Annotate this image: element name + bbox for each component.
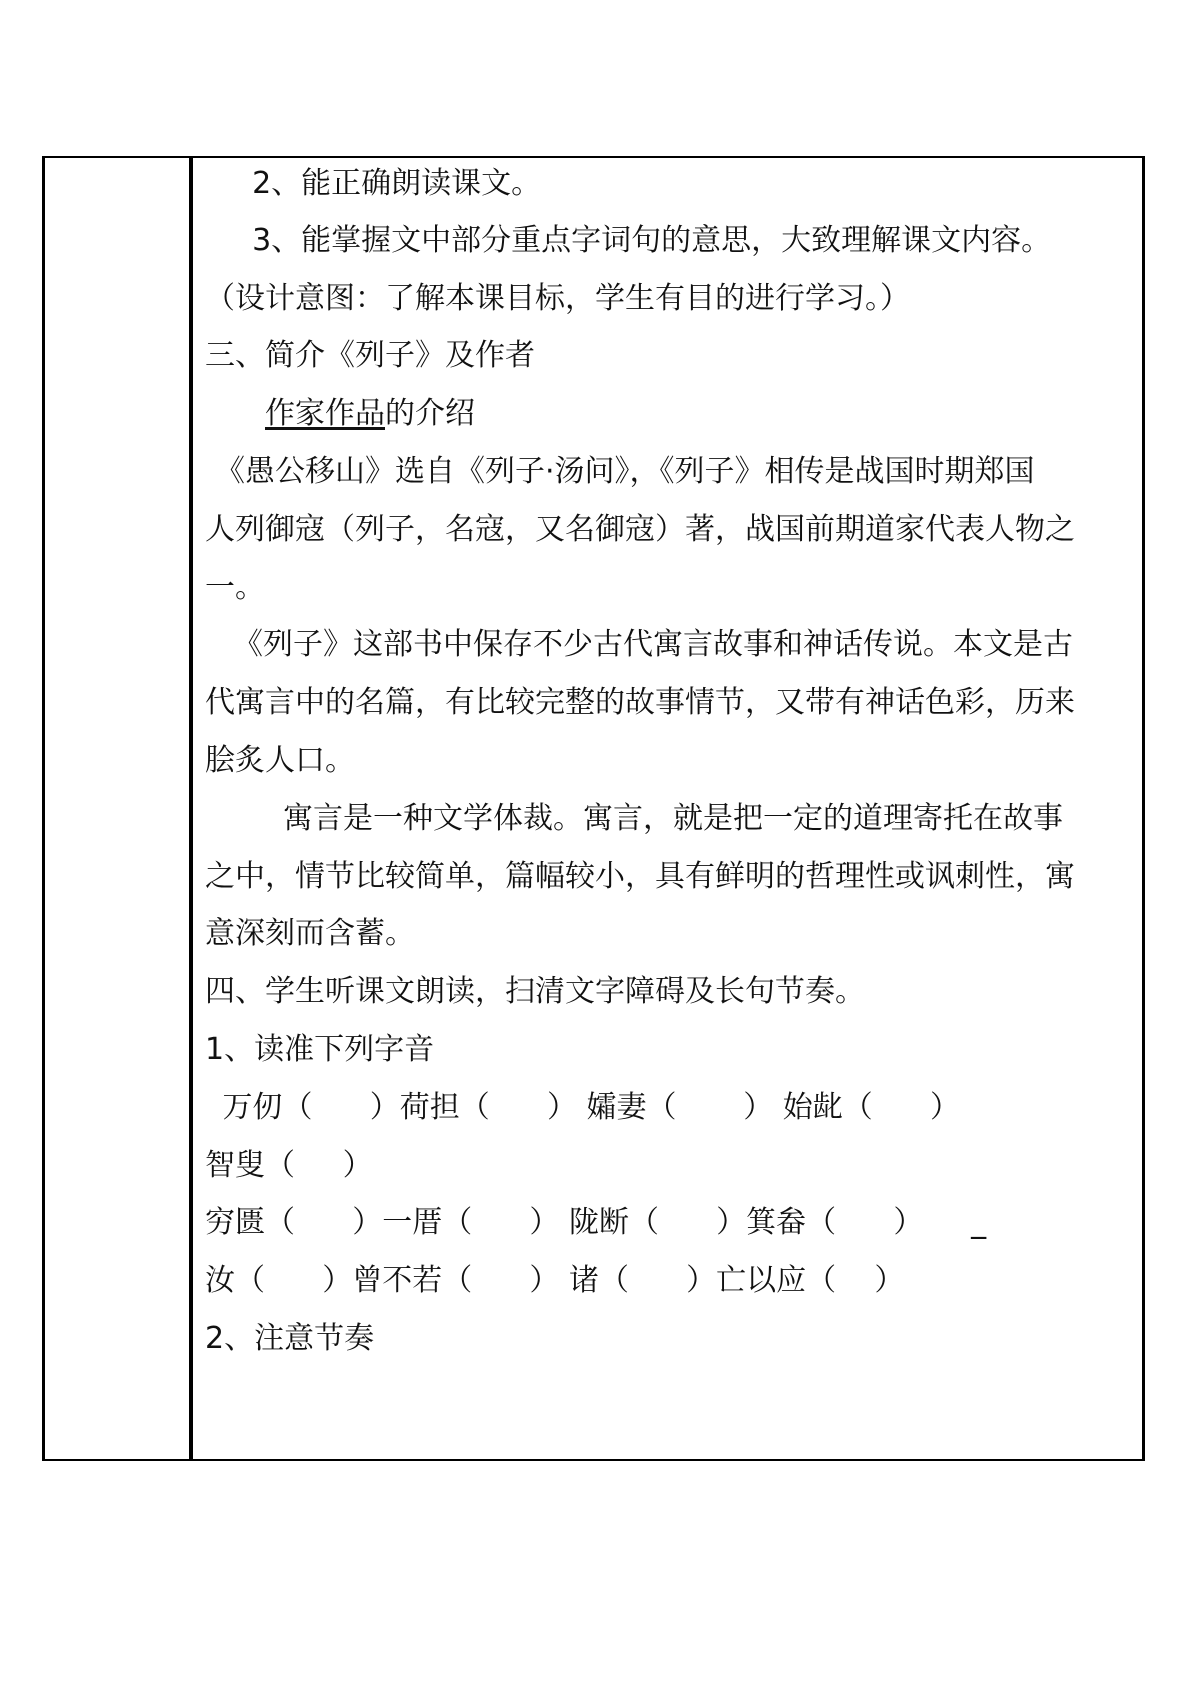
text-line: 1、读准下列字音 — [205, 1032, 435, 1067]
subheading — [265, 394, 475, 434]
subheading-rest: 的介绍 — [385, 396, 475, 431]
text-line: 2、能正确朗读课文。 — [233, 166, 542, 201]
text-line: 一。 — [205, 570, 265, 605]
text-line: 之中，情节比较简单，篇幅较小，具有鲜明的哲理性或讽刺性，寓 — [205, 859, 1075, 894]
text-line: 意深刻而含蓄。 — [205, 916, 415, 951]
content-cell — [197, 158, 1142, 1459]
text-line: 《愚公移山》选自《列子·汤问》，《列子》相传是战国时期郑国 — [215, 454, 1035, 489]
text-line: 脍炙人口。 — [205, 743, 355, 778]
text-line: 《列子》这部书中保存不少古代寓言故事和神话传说。本文是古 — [233, 627, 1073, 662]
section-heading: 四、学生听课文朗读，扫清文字障碍及长句节奏。 — [205, 974, 865, 1009]
section-heading: 三、简介《列子》及作者 — [205, 338, 535, 373]
text-line: 寓言是一种文学体裁。寓言，就是把一定的道理寄托在故事 — [283, 801, 1063, 836]
pinyin-blanks-line: 万仞（ ）荷担（ ） 孀妻（ ） 始龀（ ） — [213, 1090, 961, 1125]
text-line: 人列御寇（列子，名寇，又名御寇）著，战国前期道家代表人物之 — [205, 512, 1075, 547]
subheading-underlined: 作家作品 — [265, 396, 385, 431]
design-intent-line: （设计意图：了解本课目标，学生有目的进行学习。） — [205, 281, 910, 316]
pinyin-blanks-line: 汝（ ）曾不若（ ） 诸（ ）亡以应（ ） — [205, 1263, 905, 1298]
pinyin-blanks-line: 穷匮（ ）一厝（ ） 陇断（ ）箕畚（ ） _ — [205, 1205, 987, 1240]
lesson-table — [42, 156, 1145, 1461]
text-line: 代寓言中的名篇，有比较完整的故事情节，又带有神话色彩，历来 — [205, 685, 1075, 720]
text-line: 3、能掌握文中部分重点字词句的意思，大致理解课文内容。 — [233, 223, 1052, 258]
left-column-cell — [45, 158, 193, 1459]
pinyin-blanks-line: 智叟（ ） — [205, 1148, 373, 1183]
text-line: 2、注意节奏 — [205, 1321, 375, 1356]
